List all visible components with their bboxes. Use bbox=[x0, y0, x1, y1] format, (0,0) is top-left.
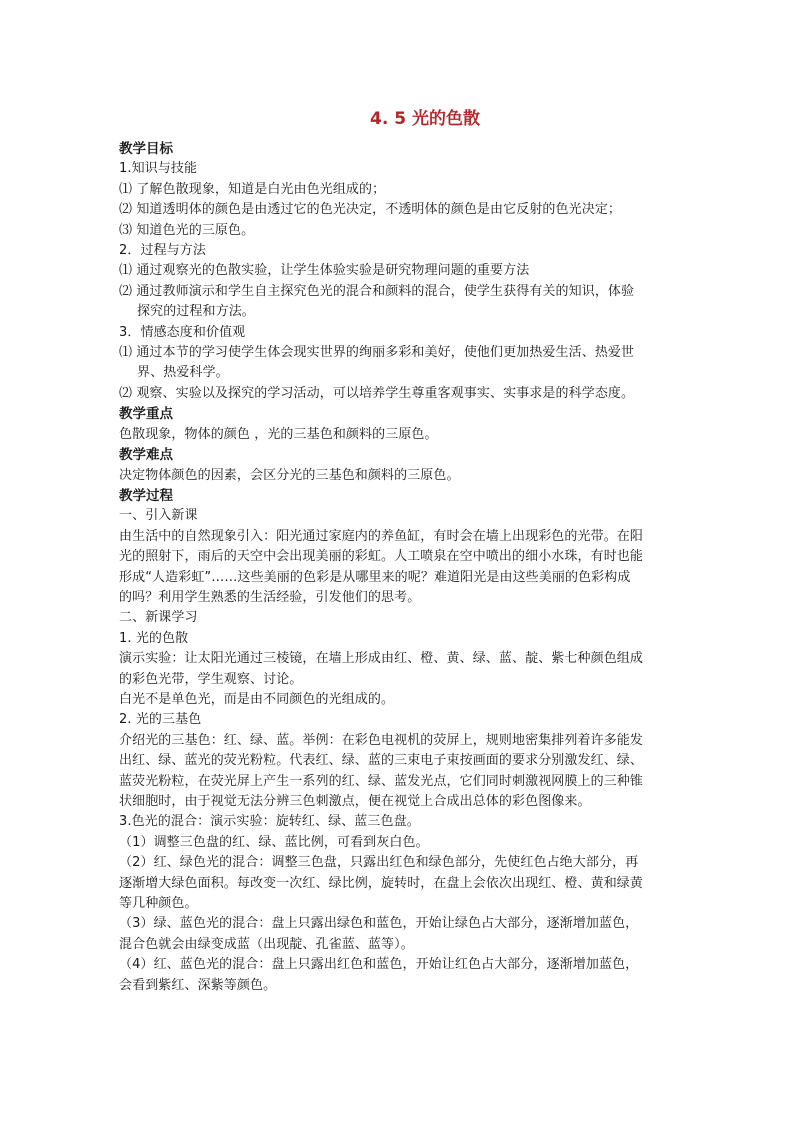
text-line: 介绍光的三基色：红、绿、蓝。举例：在彩色电视机的荧屏上，规则地密集排列着许多能发 bbox=[119, 732, 644, 748]
text-line: 一、引入新课 bbox=[119, 508, 198, 524]
section-heading: 教学目标 bbox=[119, 141, 173, 157]
document-title: 4. 5 光的色散 bbox=[370, 109, 480, 129]
text-line: 3．情感态度和价值观 bbox=[119, 324, 246, 340]
text-line: 3.色光的混合：演示实验：旋转红、绿、蓝三色盘。 bbox=[119, 814, 420, 830]
text-line: 状细胞时，由于视觉无法分辨三色刺激点，便在视觉上合成出总体的彩色图像来。 bbox=[119, 794, 591, 809]
text-line: ⑵ 通过教师演示和学生自主探究色光的混合和颜料的混合，使学生获得有关的知识，体验 bbox=[119, 283, 635, 299]
text-line: 蓝荧光粉粒，在荧光屏上产生一系列的红、绿、蓝发光点，它们同时刺激视网膜上的三种锥 bbox=[119, 773, 644, 789]
text-line: （4）红、蓝色光的混合：盘上只露出红色和蓝色，开始让红色占大部分，逐渐增加蓝色， bbox=[119, 957, 639, 973]
text-line: 的吗？利用学生熟悉的生活经验，引发他们的思考。 bbox=[119, 589, 421, 605]
document-body bbox=[119, 139, 679, 996]
text-line: 由生活中的自然现象引入：阳光通过家庭内的养鱼缸，有时会在墙上出现彩色的光带。在阳 bbox=[119, 528, 644, 544]
text-line: 逐渐增大绿色面积。每改变一次红、绿比例，旋转时，在盘上会依次出现红、橙、黄和绿黄 bbox=[119, 875, 644, 891]
text-line: 2. 光的三基色 bbox=[119, 712, 202, 728]
text-line: ⑴ 通过观察光的色散实验，让学生体验实验是研究物理问题的重要方法 bbox=[119, 263, 530, 279]
text-line: 形成“人造彩虹”……这些美丽的色彩是从哪里来的呢？难道阳光是由这些美丽的色彩构成 bbox=[119, 569, 631, 585]
text-line: 光的照射下，雨后的天空中会出现美丽的彩虹。人工喷泉在空中喷出的细小水珠，有时也能 bbox=[119, 549, 644, 565]
text-line: 混合色就会由绿变成蓝（出现靛、孔雀蓝、蓝等）。 bbox=[119, 936, 414, 952]
text-line: ⑴ 了解色散现象，知道是白光由色光组成的； bbox=[119, 181, 386, 197]
text-line: 界、热爱科学。 bbox=[137, 365, 229, 381]
text-line: 1.知识与技能 bbox=[119, 161, 198, 177]
text-line: 白光不是单色光，而是由不同颜色的光组成的。 bbox=[119, 691, 395, 707]
text-line: 1. 光的色散 bbox=[119, 630, 189, 646]
section-heading: 教学难点 bbox=[119, 447, 173, 464]
text-line: ⑶ 知道色光的三原色。 bbox=[119, 222, 255, 238]
text-line: （2）红、绿色光的混合：调整三色盘，只露出红色和绿色部分，先使红色占绝大部分，再 bbox=[119, 855, 639, 871]
text-line: 的彩色光带，学生观察、讨论。 bbox=[119, 671, 303, 687]
text-line: 出红、绿、蓝光的荧光粉粒。代表红、绿、蓝的三束电子束按画面的要求分别激发红、绿、 bbox=[119, 753, 644, 769]
text-line: 二、新课学习 bbox=[119, 610, 198, 626]
text-line: 演示实验：让太阳光通过三棱镜，在墙上形成由红、橙、黄、绿、蓝、靛、紫七种颜色组成 bbox=[119, 651, 644, 667]
text-line: （3）绿、蓝色光的混合：盘上只露出绿色和蓝色，开始让绿色占大部分，逐渐增加蓝色， bbox=[119, 916, 639, 932]
text-line: 会看到紫红、深紫等颜色。 bbox=[119, 977, 277, 993]
text-line: 决定物体颜色的因素，会区分光的三基色和颜料的三原色。 bbox=[119, 467, 460, 483]
document-page bbox=[119, 104, 679, 996]
text-line: ⑵ 观察、实验以及探究的学习活动，可以培养学生尊重客观事实、实事求是的科学态度。 bbox=[119, 385, 635, 401]
text-line: （1）调整三色盘的红、绿、蓝比例，可看到灰白色。 bbox=[119, 834, 429, 850]
section-heading: 教学过程 bbox=[119, 487, 173, 504]
text-line: 等几种颜色。 bbox=[119, 896, 198, 912]
text-line: 2．过程与方法 bbox=[119, 243, 206, 259]
section-heading: 教学重点 bbox=[119, 406, 173, 423]
text-line: 色散现象，物体的颜色 ，光的三基色和颜料的三原色。 bbox=[119, 426, 438, 442]
text-line: ⑴ 通过本节的学习使学生体会现实世界的绚丽多彩和美好，使他们更加热爱生活、热爱世 bbox=[119, 345, 635, 361]
text-line: 探究的过程和方法。 bbox=[137, 304, 255, 320]
text-line: ⑵ 知道透明体的颜色是由透过它的色光决定，不透明体的颜色是由它反射的色光决定； bbox=[119, 202, 622, 218]
